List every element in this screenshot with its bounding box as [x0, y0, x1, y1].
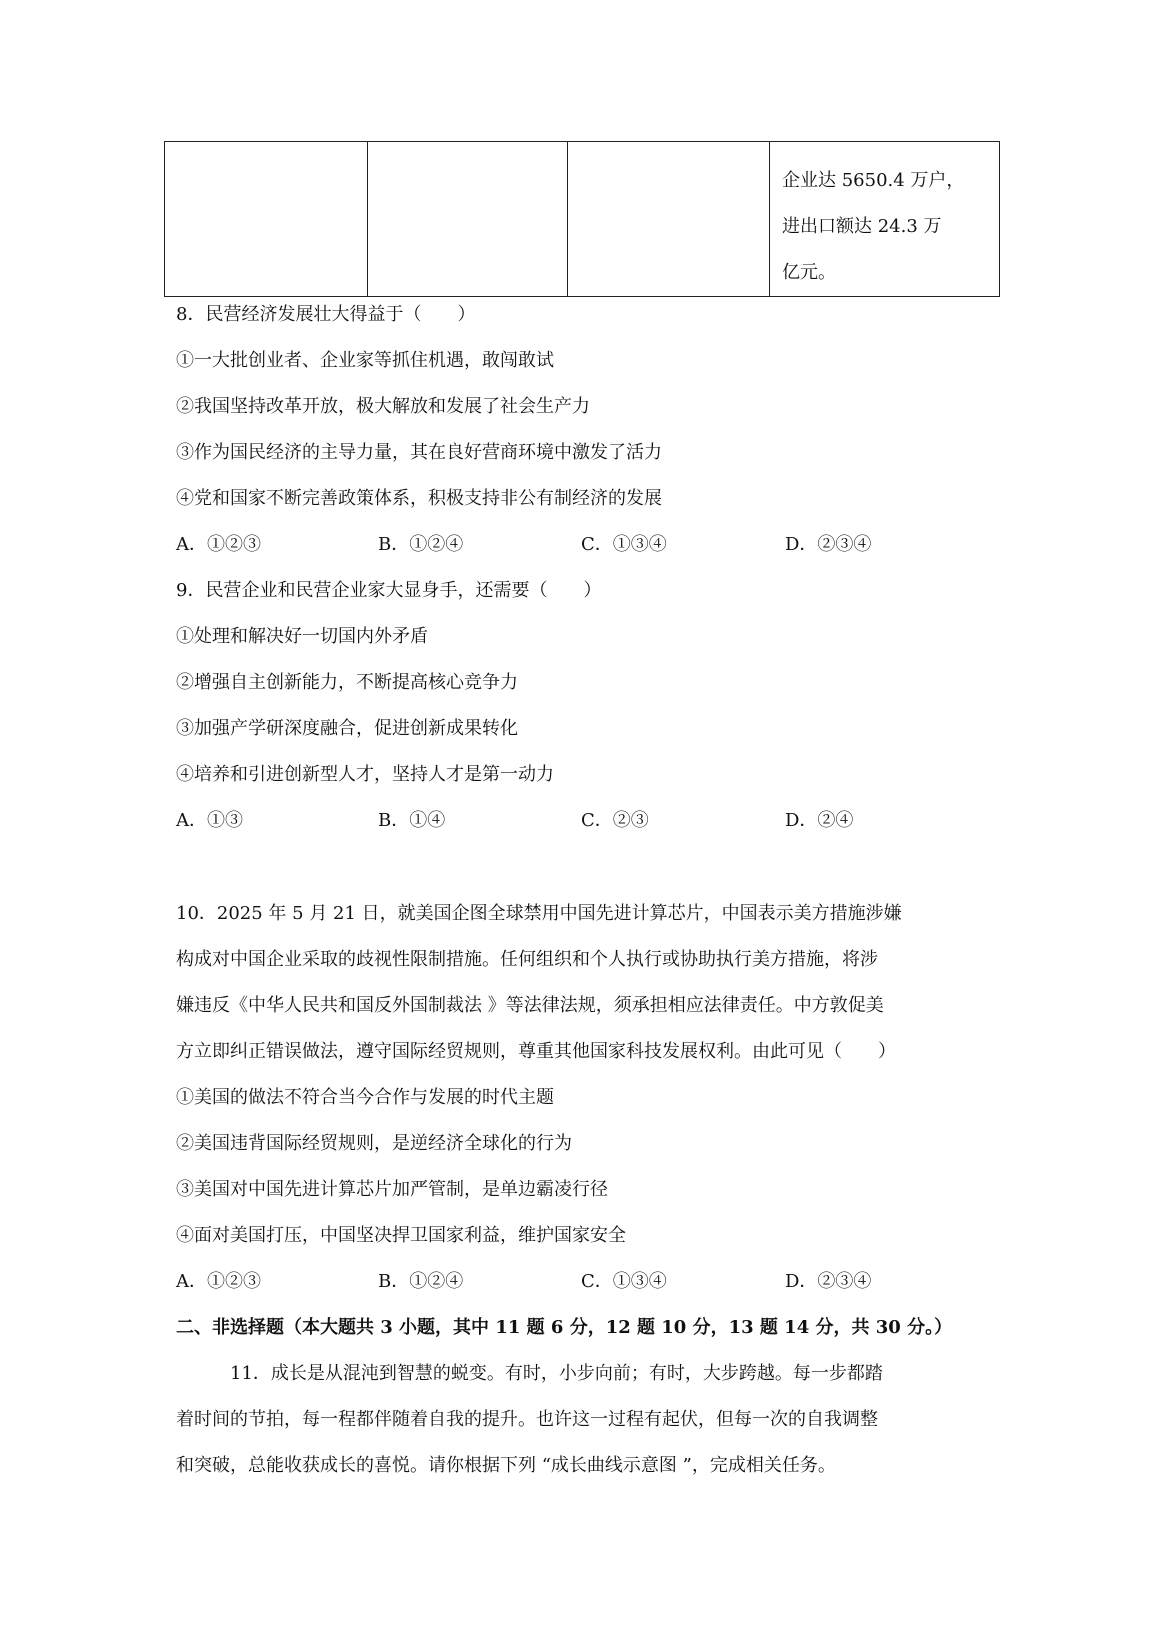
q9-option-b[interactable]: B．①④ — [378, 810, 446, 831]
q11-line-1: 11．成长是从混沌到智慧的蜕变。有时，小步向前；有时，大步跨越。每一步都踏 — [230, 1363, 883, 1384]
q8-option-d[interactable]: D．②③④ — [785, 534, 872, 555]
table-cell-4 — [770, 142, 1000, 297]
q8-item-2: ②我国坚持改革开放，极大解放和发展了社会生产力 — [176, 396, 590, 417]
q10-item-4: ④面对美国打压，中国坚决捍卫国家利益，维护国家安全 — [176, 1225, 626, 1246]
table-cell-2 — [368, 142, 568, 297]
q9-stem: 9．民营企业和民营企业家大显身手，还需要（ ） — [176, 580, 602, 601]
q10-option-b[interactable]: B．①②④ — [378, 1271, 464, 1292]
q9-item-3: ③加强产学研深度融合，促进创新成果转化 — [176, 718, 518, 739]
q9-option-a[interactable]: A．①③ — [176, 810, 243, 831]
q10-option-d[interactable]: D．②③④ — [785, 1271, 872, 1292]
q8-item-1: ①一大批创业者、企业家等抓住机遇，敢闯敢试 — [176, 350, 554, 371]
q10-stem-line-1: 10．2025 年 5 月 21 日，就美国企图全球禁用中国先进计算芯片，中国表示美方措施涉嫌 — [176, 903, 902, 924]
section-heading: 二、非选择题（本大题共 3 小题，其中 11 题 6 分，12 题 10 分，13 题 14 分，共 30 分。） — [176, 1317, 953, 1338]
q10-item-3: ③美国对中国先进计算芯片加严管制，是单边霸凌行径 — [176, 1179, 608, 1200]
q10-stem-line-2: 构成对中国企业采取的歧视性限制措施。任何组织和个人执行或协助执行美方措施，将涉 — [176, 949, 878, 970]
table-cell-text: 企业达 5650.4 万户， 进出口额达 24.3 万 亿元。 — [782, 170, 965, 283]
q10-stem-line-3: 嫌违反《中华人民共和国反外国制裁法 》等法律法规，须承担相应法律责任。中方敦促美 — [176, 995, 884, 1016]
table-row — [165, 142, 1000, 297]
q8-item-4: ④党和国家不断完善政策体系，积极支持非公有制经济的发展 — [176, 488, 662, 509]
q11-line-3: 和突破，总能收获成长的喜悦。请你根据下列 “成长曲线示意图 ”，完成相关任务。 — [176, 1455, 836, 1476]
data-table — [164, 141, 1000, 297]
table-cell-1 — [165, 142, 368, 297]
q9-item-4: ④培养和引进创新型人才，坚持人才是第一动力 — [176, 764, 554, 785]
q10-option-a[interactable]: A．①②③ — [176, 1271, 261, 1292]
q8-option-c[interactable]: C．①③④ — [581, 534, 667, 555]
q11-line-2: 着时间的节拍，每一程都伴随着自我的提升。也许这一过程有起伏，但每一次的自我调整 — [176, 1409, 878, 1430]
q8-option-a[interactable]: A．①②③ — [176, 534, 261, 555]
q9-item-2: ②增强自主创新能力，不断提高核心竞争力 — [176, 672, 518, 693]
table-cell-3 — [568, 142, 770, 297]
q8-option-b[interactable]: B．①②④ — [378, 534, 464, 555]
q9-item-1: ①处理和解决好一切国内外矛盾 — [176, 626, 428, 647]
q10-item-1: ①美国的做法不符合当今合作与发展的时代主题 — [176, 1087, 554, 1108]
q8-item-3: ③作为国民经济的主导力量，其在良好营商环境中激发了活力 — [176, 442, 662, 463]
q10-stem-line-4: 方立即纠正错误做法，遵守国际经贸规则，尊重其他国家科技发展权利。由此可见（ ） — [176, 1041, 896, 1062]
q10-item-2: ②美国违背国际经贸规则，是逆经济全球化的行为 — [176, 1133, 572, 1154]
q8-stem: 8．民营经济发展壮大得益于（ ） — [176, 304, 476, 325]
q9-option-c[interactable]: C．②③ — [581, 810, 649, 831]
q10-option-c[interactable]: C．①③④ — [581, 1271, 667, 1292]
q9-option-d[interactable]: D．②④ — [785, 810, 854, 831]
